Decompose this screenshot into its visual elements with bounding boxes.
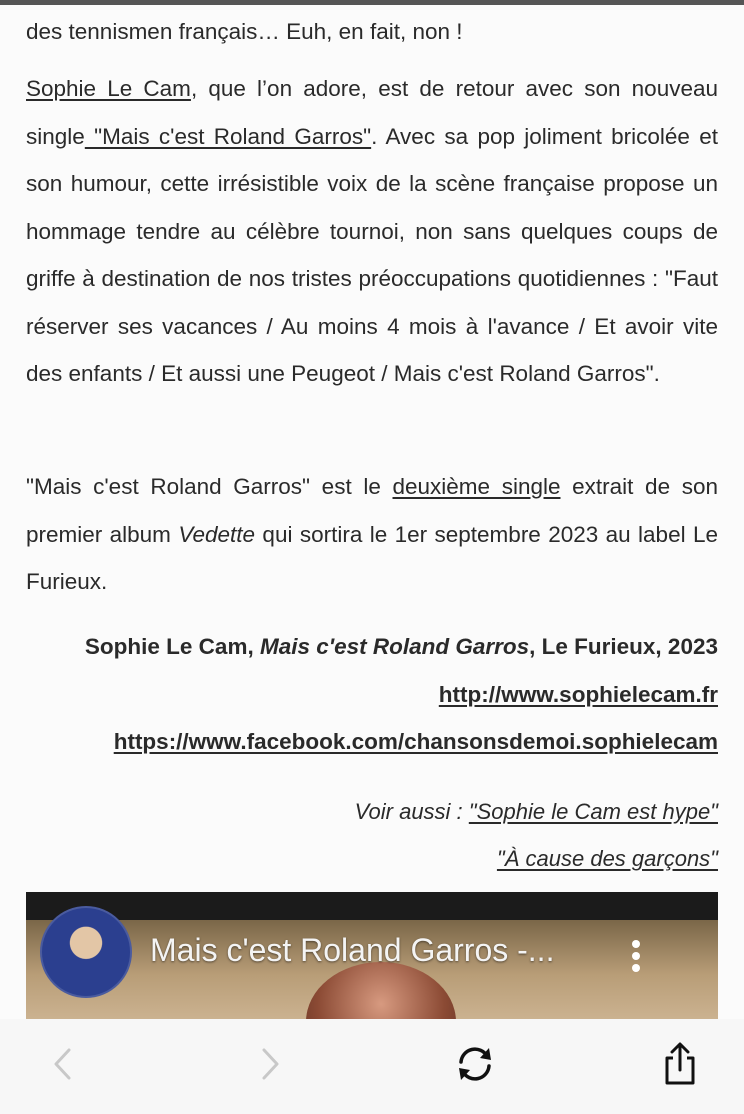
second-single-link[interactable]: deuxième single bbox=[392, 474, 561, 499]
facebook-link[interactable]: https://www.facebook.com/chansonsdemoi.sophielecam bbox=[113, 729, 718, 754]
p2-text-a: , que l’on adore, est de retour avec son nouveau single bbox=[26, 76, 718, 149]
see-also-link-hype[interactable]: "Sophie le Cam est hype" bbox=[468, 799, 718, 824]
credits-artist: Sophie Le Cam, bbox=[84, 634, 260, 659]
see-also bbox=[355, 788, 718, 882]
album-title: Vedette bbox=[178, 521, 256, 547]
artist-link[interactable]: Sophie Le Cam bbox=[26, 76, 191, 101]
browser-toolbar bbox=[0, 1019, 744, 1114]
chevron-right-icon[interactable] bbox=[245, 1039, 295, 1089]
chevron-left-icon[interactable] bbox=[38, 1039, 88, 1089]
p3-text-b: extrait de son premier album bbox=[26, 474, 719, 547]
see-also-link-garcons[interactable]: "À cause des garçons" bbox=[496, 846, 718, 871]
paragraph-album bbox=[26, 463, 718, 606]
p3-text-a: "Mais c'est Roland Garros" est le bbox=[26, 474, 393, 499]
share-icon[interactable] bbox=[655, 1039, 705, 1089]
website-link[interactable]: http://www.sophielecam.fr bbox=[438, 681, 718, 707]
reload-icon[interactable] bbox=[450, 1039, 500, 1089]
channel-avatar[interactable] bbox=[40, 906, 132, 998]
top-bar bbox=[0, 0, 744, 5]
see-also-label: Voir aussi : bbox=[354, 799, 469, 824]
youtube-embed[interactable] bbox=[26, 892, 718, 1019]
intro-line: des tennismen français… Euh, en fait, non ! bbox=[26, 19, 463, 44]
paragraph-single bbox=[26, 65, 718, 398]
credits-label: , Le Furieux, 2023 bbox=[529, 634, 718, 659]
p3-text-c: qui sortira le 1er septembre 2023 au label Le Furieux. bbox=[26, 521, 718, 594]
credits-title: Mais c'est Roland Garros bbox=[259, 634, 530, 659]
credits-line bbox=[85, 623, 718, 671]
more-vertical-icon[interactable] bbox=[631, 940, 641, 980]
p2-text-b: . Avec sa pop joliment bricolée et son humour, cette irrésistible voix de la scène française propose un hommage tendre au célèbre tournoi, non sans quelques coups de griffe à destination de nos tristes préoccupations quotidiennes : "Faut réserver ses vacances / Au moins 4 mois à l'avance / Et avoir vite des enfants / Et aussi une Peugeot / Mais c'est Roland Garros". bbox=[26, 123, 719, 386]
video-title[interactable]: Mais c'est Roland Garros -... bbox=[150, 932, 555, 968]
single-link[interactable]: "Mais c'est Roland Garros" bbox=[84, 123, 372, 149]
credits bbox=[85, 623, 718, 766]
